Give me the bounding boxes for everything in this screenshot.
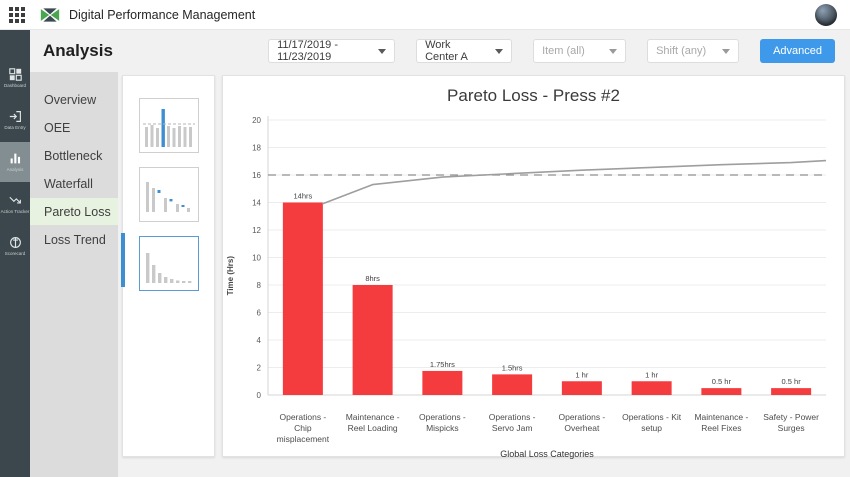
nav-item-data-entry[interactable]: Data Entry xyxy=(0,100,30,140)
user-avatar[interactable] xyxy=(815,4,837,26)
action-tracker-icon xyxy=(9,194,22,207)
nav-item-dashboard[interactable]: Dashboard xyxy=(0,58,30,98)
chart-thumbnail-waterfall[interactable] xyxy=(139,167,199,222)
dashboard-icon xyxy=(9,68,22,81)
date-range-dropdown[interactable]: 11/17/2019 - 11/23/2019 xyxy=(268,39,395,63)
nav-item-analysis[interactable]: Analysis xyxy=(0,142,30,182)
category-label: Operations - Mispicks xyxy=(418,412,466,434)
chart-title: Pareto Loss - Press #2 xyxy=(447,86,620,105)
bar-value-label: 1 hr xyxy=(575,370,589,380)
y-axis-label: Time (Hrs) xyxy=(226,256,235,296)
chevron-down-icon xyxy=(495,49,503,54)
svg-text:4: 4 xyxy=(256,335,261,345)
bar-value-label: 0.5 hr xyxy=(781,377,801,387)
shift-dropdown[interactable]: Shift (any) xyxy=(647,39,739,63)
bar-value-label: 0.5 hr xyxy=(711,377,731,387)
pareto-chart-card xyxy=(222,75,845,460)
sidebar-item-oee[interactable]: OEE xyxy=(44,120,71,135)
chart-thumbnail-pareto[interactable] xyxy=(139,236,199,291)
pareto-bar[interactable] xyxy=(283,203,323,396)
bar-value-label: 1.5hrs xyxy=(501,363,523,373)
bar-value-label: 1.75hrs xyxy=(429,359,455,369)
svg-text:12: 12 xyxy=(252,225,261,235)
primary-nav-rail xyxy=(0,30,30,477)
page-header xyxy=(30,30,850,72)
svg-text:14: 14 xyxy=(252,198,261,208)
chevron-down-icon xyxy=(378,49,386,54)
pareto-bar[interactable] xyxy=(701,388,741,395)
filter-bar xyxy=(268,39,835,63)
data-entry-icon xyxy=(9,110,22,123)
app-grid-icon[interactable] xyxy=(9,7,25,23)
app-title: Digital Performance Management xyxy=(69,7,256,22)
chevron-down-icon xyxy=(609,49,617,54)
pareto-bar[interactable] xyxy=(562,381,602,395)
category-label: Maintenance - Reel Loading xyxy=(345,412,400,434)
category-label: Operations - Chip misplacement xyxy=(276,412,330,445)
svg-text:16: 16 xyxy=(252,170,261,180)
brand-logo-icon xyxy=(39,5,61,25)
svg-text:8: 8 xyxy=(256,280,261,290)
chevron-down-icon xyxy=(722,49,730,54)
category-label: Maintenance - Reel Fixes xyxy=(694,412,749,434)
work-center-dropdown[interactable]: Work Center A xyxy=(416,39,512,63)
selected-thumbnail-indicator xyxy=(121,233,125,287)
pareto-bar[interactable] xyxy=(632,381,672,395)
sidebar-item-waterfall[interactable]: Waterfall xyxy=(44,176,93,191)
svg-text:6: 6 xyxy=(256,308,261,318)
pareto-bar[interactable] xyxy=(353,285,393,395)
sidebar-item-pareto-loss[interactable]: Pareto Loss xyxy=(30,198,118,225)
advanced-button[interactable]: Advanced xyxy=(760,39,835,63)
x-axis-category-labels xyxy=(268,412,826,445)
pareto-bar[interactable] xyxy=(771,388,811,395)
cumulative-line xyxy=(322,161,826,204)
sidebar-item-loss-trend[interactable]: Loss Trend xyxy=(44,232,106,247)
pareto-bar[interactable] xyxy=(492,374,532,395)
top-app-bar xyxy=(0,0,850,30)
svg-text:2: 2 xyxy=(256,363,261,373)
x-axis-title: Global Loss Categories xyxy=(500,449,594,460)
analysis-icon xyxy=(9,152,22,165)
pareto-bar[interactable] xyxy=(422,371,462,395)
pareto-chart-plot xyxy=(234,110,834,412)
chart-thumbnail-panel xyxy=(122,75,215,457)
category-label: Operations - Servo Jam xyxy=(488,412,536,434)
scorecard-icon xyxy=(9,236,22,249)
nav-item-scorecard[interactable]: Scorecard xyxy=(0,226,30,266)
page-title: Analysis xyxy=(43,41,113,60)
bar-value-label: 8hrs xyxy=(365,274,380,283)
category-label: Operations - Kit setup xyxy=(622,412,682,434)
chart-thumbnail-bars[interactable] xyxy=(139,98,199,153)
nav-item-action-tracker[interactable]: Action Tracker xyxy=(0,184,30,224)
sidebar-item-overview[interactable]: Overview xyxy=(44,92,97,107)
bar-value-label: 1 hr xyxy=(645,370,659,380)
category-label: Operations - Overheat xyxy=(558,412,606,434)
svg-text:20: 20 xyxy=(252,115,261,125)
category-label: Safety - Power Surges xyxy=(763,412,819,434)
svg-text:10: 10 xyxy=(252,253,261,263)
svg-text:18: 18 xyxy=(252,143,261,153)
analysis-sidebar xyxy=(30,72,118,477)
svg-text:0: 0 xyxy=(256,390,261,400)
item-dropdown[interactable]: Item (all) xyxy=(533,39,626,63)
bar-value-label: 14hrs xyxy=(293,191,313,201)
sidebar-item-bottleneck[interactable]: Bottleneck xyxy=(44,148,103,163)
